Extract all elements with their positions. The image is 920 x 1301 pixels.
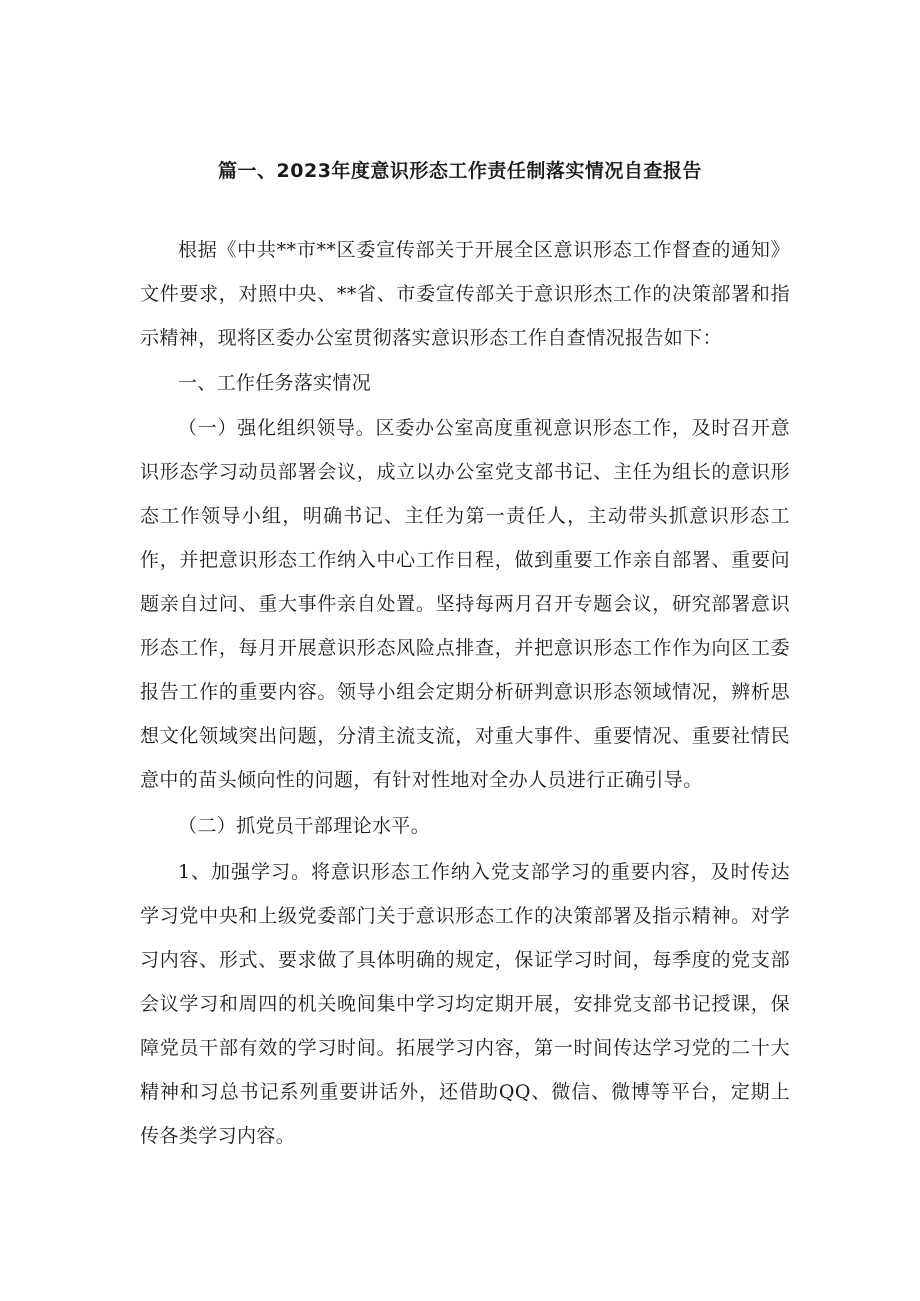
paragraph-strengthen-study: 1、加强学习。将意识形态工作纳入党支部学习的重要内容，及时传达学习党中央和上级党委部门关于意识形态工作的决策部署及指示精神。对学习内容、形式、要求做了具体明确的规定，保证学习时间，每季度的党支部会议学习和周四的机关晚间集中学习均定期开展，安排党支部书记授课，保障党员干部有效的学习时间。拓展学习内容，第一时间传达学习党的二十大精神和习总书记系列重要讲话外，还借助QQ、微信、微博等平台，定期上传各类学习内容。 [140,861,790,1147]
document-body [140,228,790,1158]
section-heading: 一、工作任务落实情况 [178,372,372,394]
document-title: 篇一、2023年度意识形态工作责任制落实情况自查报告 [218,160,702,182]
intro-paragraph: 根据《中共**市**区委宣传部关于开展全区意识形态工作督查的通知》文件要求，对照中央、**省、市委宣传部关于意识形杰工作的决策部署和指示精神，现将区委办公室贯彻落实意识形态工作自查情况报告如下： [140,239,790,349]
paragraph-theory-level: （二）抓党员干部理论水平。 [178,815,431,837]
paragraph-organization-leadership: （一）强化组织领导。区委办公室高度重视意识形态工作，及时召开意识形态学习动员部署会议，成立以办公室党支部书记、主任为组长的意识形态工作领导小组，明确书记、主任为第一责任人，主动带头抓意识形态工作，并把意识形态工作纳入中心工作日程，做到重要工作亲自部署、重要问题亲自过问、重大事件亲自处置。坚持每两月召开专题会议，研究部署意识形态工作，每月开展意识形态风险点排查，并把意识形态工作作为向区工委报告工作的重要内容。领导小组会定期分析研判意识形态领域情况，辨析思想文化领域突出问题，分清主流支流，对重大事件、重要情况、重要社情民意中的苗头倾向性的问题，有针对性地对全办人员进行正确引导。 [140,417,790,791]
